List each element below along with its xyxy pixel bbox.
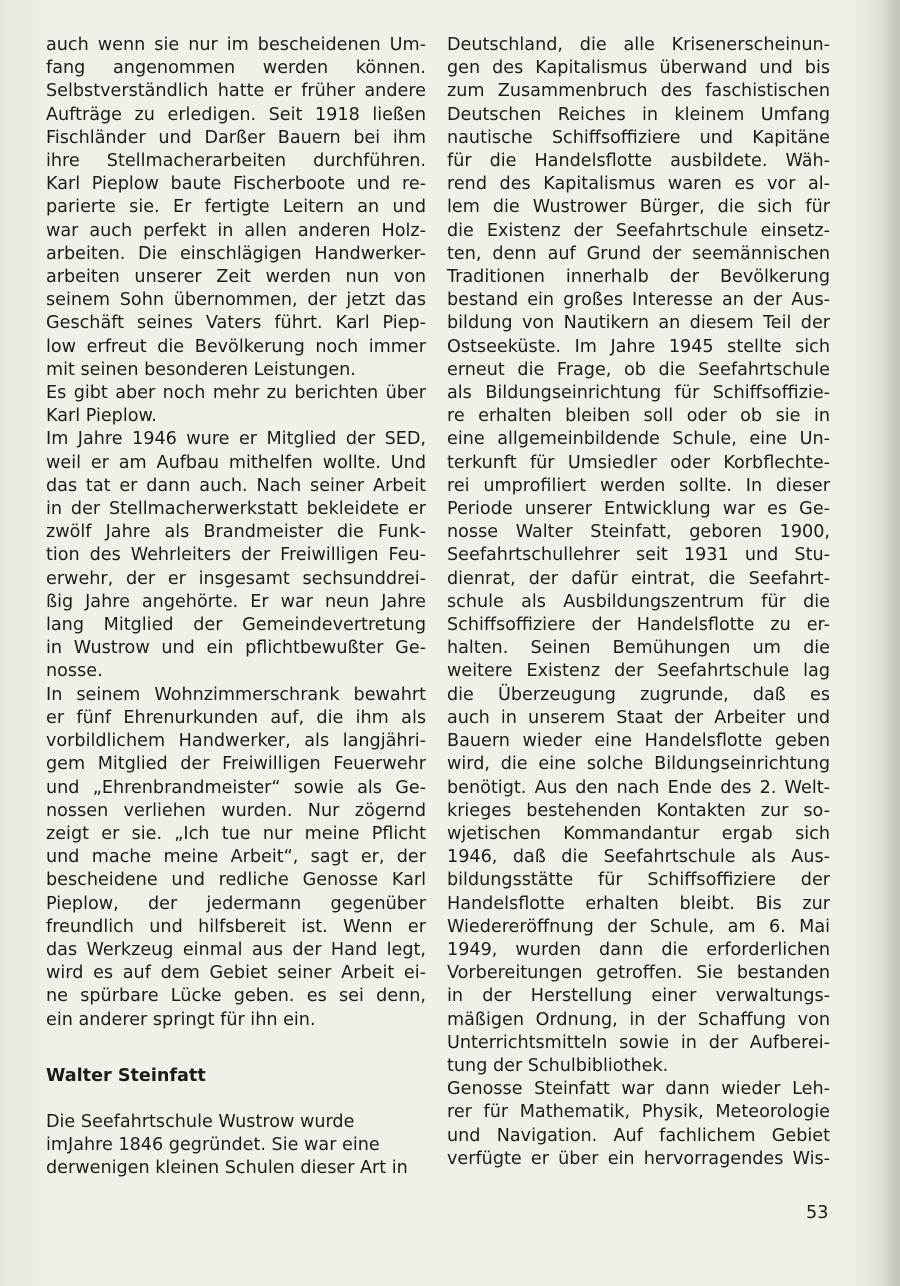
text-line: die Existenz der Seefahrtschule einsetz-: [447, 220, 830, 241]
text-line: Traditionen innerhalb der Bevölkerung: [447, 267, 830, 288]
text-line: Pieplow, der jedermann gegenüber: [46, 893, 426, 914]
text-line: fang angenommen werden können.: [46, 58, 426, 79]
page-number: 53: [806, 1203, 829, 1223]
text-line: arbeiten. Die einschlägigen Handwerker-: [46, 243, 426, 264]
left-column-bottom: [46, 1111, 426, 1181]
text-line: mäßigen Ordnung, in der Schaffung von: [447, 1009, 830, 1030]
section-heading: Walter Steinfatt: [46, 1066, 206, 1086]
text-line: rend des Kapitalismus waren es vor al-: [447, 174, 830, 195]
text-line: ne spürbare Lücke geben. es sei denn,: [46, 986, 426, 1007]
text-line: bescheidene und redliche Genosse Karl: [46, 870, 426, 891]
text-line: Handelsflotte erhalten bleibt. Bis zur: [447, 893, 830, 914]
text-line: Deutschen Reiches in kleinem Umfang: [447, 104, 830, 125]
text-line: Fischländer und Darßer Bauern bei ihm: [46, 127, 426, 148]
text-line: er fünf Ehrenurkunden auf, die ihm als: [46, 707, 426, 728]
text-line: weitere Existenz der Seefahrtschule lag: [447, 661, 830, 682]
text-line: die Überzeugung zugrunde, daß es: [447, 684, 830, 705]
text-line: terkunft für Umsiedler oder Korbflechte-: [447, 452, 830, 473]
text-line: low erfreut die Bevölkerung noch immer: [46, 336, 426, 357]
text-line: das tat er dann auch. Nach seiner Arbeit: [46, 475, 426, 496]
text-line: arbeiten unserer Zeit werden nun von: [46, 267, 426, 288]
text-line: in der Herstellung einer verwaltungs-: [447, 986, 830, 1007]
text-line: rer für Mathematik, Physik, Meteorologie: [447, 1102, 830, 1123]
text-line: Karl Pieplow.: [46, 406, 157, 427]
text-line: freundlich und hilfsbereit ist. Wenn er: [46, 916, 426, 937]
text-line: Genosse Steinfatt war dann wieder Leh-: [447, 1079, 830, 1100]
text-line: wjetischen Kommandantur ergab sich: [447, 823, 830, 844]
text-line: auch wenn sie nur im bescheidenen Um-: [46, 35, 426, 55]
right-column: [447, 34, 830, 1171]
text-line: ihre Stellmacherarbeiten durchführen.: [46, 151, 426, 172]
text-line: nautische Schiffsoffiziere und Kapitäne: [447, 127, 830, 148]
text-line: krieges bestehenden Kontakten zur so-: [447, 800, 830, 821]
text-line: eine allgemeinbildende Schule, eine Un-: [447, 429, 830, 450]
text-line: nosse.: [46, 661, 103, 682]
text-line: erneut die Frage, ob die Seefahrtschule: [447, 359, 830, 380]
text-line: gen des Kapitalismus überwand und bis: [447, 58, 830, 79]
text-line: und „Ehrenbrandmeister“ sowie als Ge-: [46, 777, 426, 798]
text-line: In seinem Wohnzimmerschrank bewahrt: [46, 684, 426, 705]
text-line: ten, denn auf Grund der seemännischen: [447, 243, 830, 264]
text-line: zwölf Jahre als Brandmeister die Funk-: [46, 522, 426, 543]
text-line: bildungsstätte für Schiffsoffiziere der: [447, 870, 830, 891]
text-line: Im Jahre 1946 wure er Mitglied der SED,: [46, 429, 426, 450]
text-line: benötigt. Aus den nach Ende des 2. Welt-: [447, 777, 830, 798]
text-line: in Wustrow und ein pflichtbewußter Ge-: [46, 638, 426, 659]
text-line: lang Mitglied der Gemeindevertretung: [46, 615, 426, 636]
text-line: zum Zusammenbruch des faschistischen: [447, 81, 830, 102]
text-line: Schiffsoffiziere der Handelsflotte zu er-: [447, 615, 830, 636]
text-line: 1946, daß die Seefahrtschule als Aus-: [447, 847, 830, 868]
text-line: tung der Schulbibliothek.: [447, 1055, 669, 1076]
text-line: schule als Ausbildungszentrum für die: [447, 591, 830, 612]
text-line: auch in unserem Staat der Arbeiter und: [447, 707, 830, 728]
text-line: verfügte er über ein hervorragendes Wis-: [447, 1148, 830, 1169]
text-line: re erhalten bleiben soll oder ob sie in: [447, 406, 830, 427]
text-line: Es gibt aber noch mehr zu berichten über: [46, 383, 426, 404]
text-line: vorbildlichem Handwerker, als langjähri-: [46, 731, 426, 752]
text-line: Die Seefahrtschule Wustrow wurde im: [46, 1112, 355, 1156]
text-line: Wiedereröffnung der Schule, am 6. Mai: [447, 916, 830, 937]
text-line: Ostseeküste. Im Jahre 1945 stellte sich: [447, 336, 830, 357]
text-line: ßig Jahre angehörte. Er war neun Jahre: [46, 591, 426, 612]
text-line: war auch perfekt in allen anderen Holz-: [46, 220, 426, 241]
text-line: tion des Wehrleiters der Freiwilligen Feu-: [46, 545, 426, 566]
text-line: rei umprofiliert werden sollte. In dieser: [447, 475, 830, 496]
text-line: lem die Wustrower Bürger, die sich für: [447, 197, 830, 218]
text-line: als Bildungseinrichtung für Schiffsoffizie-: [447, 383, 830, 404]
text-line: Aufträge zu erledigen. Seit 1918 ließen: [46, 104, 426, 125]
text-line: zeigt er sie. „Ich tue nur meine Pflicht: [46, 823, 426, 844]
text-line: bestand ein großes Interesse an der Aus-: [447, 290, 830, 311]
text-line: wird es auf dem Gebiet seiner Arbeit ei-: [46, 963, 426, 984]
text-line: in der Stellmacherwerkstatt bekleidete er: [46, 499, 426, 520]
left-column: [46, 34, 426, 1032]
text-line: Periode unserer Entwicklung war es Ge-: [447, 499, 830, 520]
text-line: Geschäft seines Vaters führt. Karl Piep-: [46, 313, 426, 334]
text-line: und mache meine Arbeit“, sagt er, der: [46, 847, 426, 868]
text-line: wenigen kleinen Schulen dieser Art in: [75, 1158, 408, 1179]
text-line: 1949, wurden dann die erforderlichen: [447, 939, 830, 960]
text-line: nosse Walter Steinfatt, geboren 1900,: [447, 522, 830, 543]
text-line: nossen verliehen wurden. Nur zögernd: [46, 800, 426, 821]
text-line: seinem Sohn übernommen, der jetzt das: [46, 290, 426, 311]
text-line: Unterrichtsmitteln sowie in der Aufberei-: [447, 1032, 830, 1053]
text-line: für die Handelsflotte ausbildete. Wäh-: [447, 151, 830, 172]
text-line: Selbstverständlich hatte er früher andere: [46, 81, 426, 102]
text-line: gem Mitglied der Freiwilligen Feuerwehr: [46, 754, 426, 775]
text-line: weil er am Aufbau mithelfen wollte. Und: [46, 452, 426, 473]
text-line: Bauern wieder eine Handelsflotte geben: [447, 731, 830, 752]
text-line: erwehr, der er insgesamt sechsunddrei-: [46, 568, 426, 589]
text-line: das Werkzeug einmal aus der Hand legt,: [46, 939, 426, 960]
text-line: ein anderer springt für ihn ein.: [46, 1009, 316, 1030]
text-line: Deutschland, die alle Krisenerscheinun-: [447, 35, 830, 55]
text-line: bildung von Nautikern an diesem Teil der: [447, 313, 830, 334]
text-line: Jahre 1846 gegründet. Sie war eine der: [46, 1135, 380, 1179]
text-line: parierte sie. Er fertigte Leitern an und: [46, 197, 426, 218]
text-line: Seefahrtschullehrer seit 1931 und Stu-: [447, 545, 830, 566]
text-line: und Navigation. Auf fachlichem Gebiet: [447, 1125, 830, 1146]
text-line: mit seinen besonderen Leistungen.: [46, 359, 356, 380]
text-line: wird, die eine solche Bildungseinrichtung: [447, 754, 830, 775]
text-line: Vorbereitungen getroffen. Sie bestanden: [447, 963, 830, 984]
text-line: dienrat, der dafür eintrat, die Seefahrt-: [447, 568, 830, 589]
text-line: Karl Pieplow baute Fischerboote und re-: [46, 174, 426, 195]
text-line: halten. Seinen Bemühungen um die: [447, 638, 830, 659]
page-edge-shadow: [878, 0, 900, 1286]
